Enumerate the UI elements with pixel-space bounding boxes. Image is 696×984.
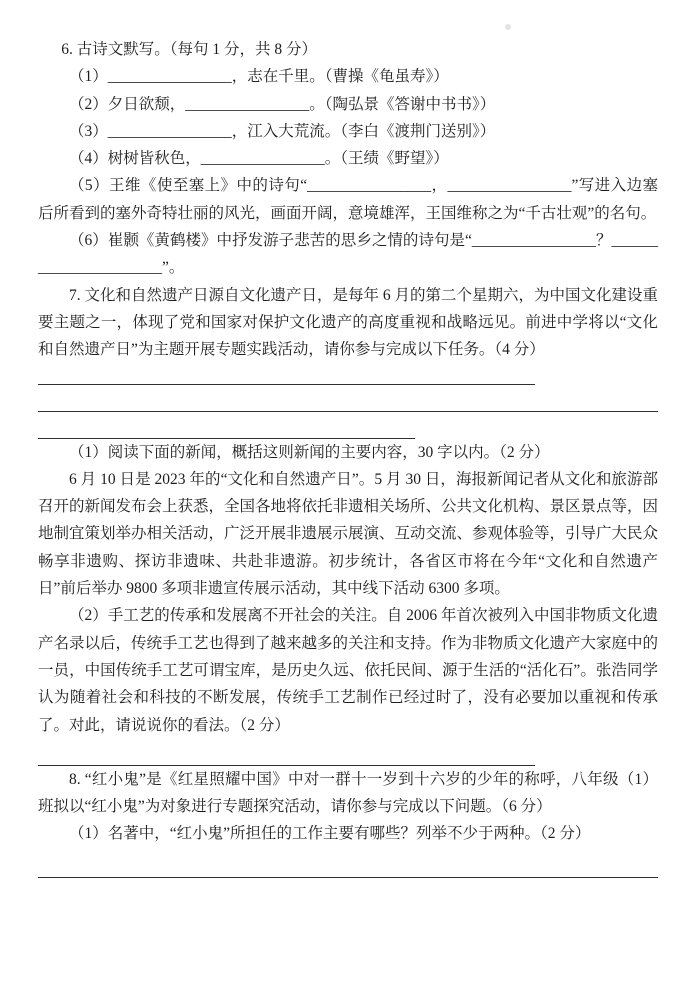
q7-sub2: （2）手工艺的传承和发展离不开社会的关注。自 2006 年首次被列入中国非物质文化遗产名录以后，传统手工艺也得到了越来越多的关注和支持。作为非物质文化遗产大家庭中的一员，中国传统手工艺可谓宝库，是历史久远、依托民间、源于生活的“活化石”。张浩同学认为随着社会和科技的不断发展，传统手工艺制作已经过时了，没有必要加以重视和传承了。对此，请说说你的看法。（2 分） — [38, 607, 659, 734]
answer-line — [38, 739, 535, 766]
q8-intro: 8. “红小鬼”是《红星照耀中国》中对一群十一岁到十六岁的少年的称呼，八年级（1）班拟以“红小鬼”为对象进行专题探究活动，请你参与完成以下问题。（6 分） — [38, 770, 658, 816]
question-7 — [38, 282, 658, 766]
q6-item-1: （1）________________，志在千里。（曹操《龟虽寿》） — [69, 68, 449, 86]
q7-sub1: （1）阅读下面的新闻，概括这则新闻的主要内容，30 字以内。（2 分） — [69, 443, 550, 461]
answer-line — [38, 385, 658, 412]
q6-item-4: （4）树树皆秋色，________________。（王绩《野望》） — [69, 150, 449, 168]
scan-artifact — [505, 24, 511, 30]
q6-header: 6. 古诗文默写。（每句 1 分，共 8 分） — [61, 41, 318, 58]
q6-item-6: （6）崔颢《黄鹤楼》中抒发游子悲苦的思乡之情的诗句是“________________？______________________”。 — [38, 232, 658, 277]
q6-item-2: （2）夕日欲颓，________________。（陶弘景《答谢中书书》） — [69, 95, 496, 113]
question-6 — [38, 36, 658, 282]
answer-line — [38, 851, 658, 878]
q6-item-3: （3）________________，江入大荒流。（李白《渡荆门送别》） — [69, 122, 496, 140]
answer-line — [38, 364, 535, 385]
q8-sub1: （1）名著中，“红小鬼”所担任的工作主要有哪些？列举不少于两种。（2 分） — [69, 825, 591, 843]
q7-news-paragraph: 6 月 10 日是 2023 年的“文化和自然遗产日”。5 月 30 日，海报新闻记者从文化和旅游部召开的新闻发布会上获悉，全国各地将依托非遗相关场所、公共文化机构、景区景点等，因地制宜策划举办相关活动，广泛开展非遗展示展演、互动交流、参观体验等，引导广大民众畅享非遗购、探访非遗味、共赴非遗游。初步统计，各省区市将在今年“文化和自然遗产日”前后举办 9800 多项非遗宣传展示活动，其中线下活动 6300 多项。 — [38, 470, 659, 598]
q6-item-5: （5）王维《使至塞上》中的诗句“________________，________________”写进入边塞后所看到的塞外奇特壮丽的风光，画面开阔，意境雄浑，王国维称之为“千古壮观”的名句。 — [38, 177, 658, 222]
q7-intro: 7. 文化和自然遗产日源自文化遗产日，是每年 6 月的第二个星期六，为中国文化建设重要主题之一，体现了党和国家对保护文化遗产的高度重视和战略远见。前进中学将以“文化和自然遗产日”为主题开展专题实践活动，请你参与完成以下任务。（4 分） — [38, 286, 659, 359]
answer-line — [38, 412, 415, 439]
question-8 — [38, 766, 658, 878]
